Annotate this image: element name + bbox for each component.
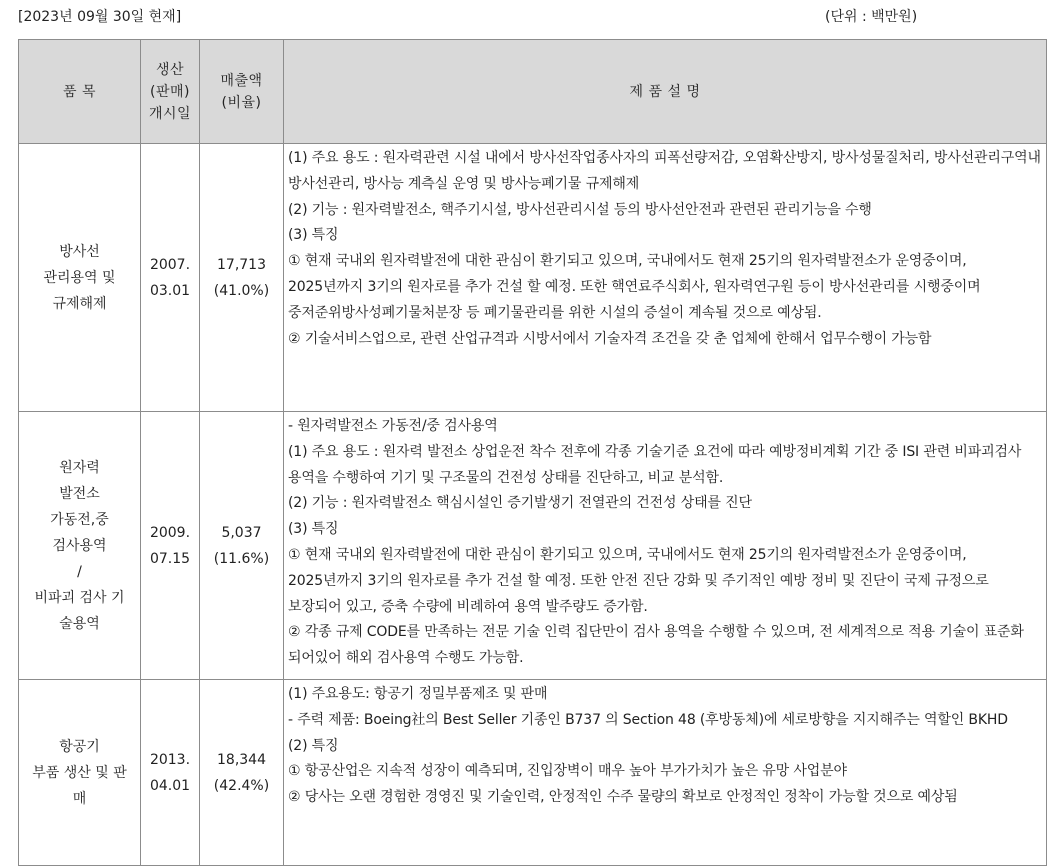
- start-date-cell: [141, 144, 200, 412]
- column-header-item: 품 목: [19, 40, 141, 144]
- description-cell: [284, 144, 1047, 412]
- description-line: (2) 특징: [288, 737, 339, 754]
- start-date-cell: [141, 412, 200, 680]
- product-table: [18, 39, 1047, 866]
- table-row: [19, 144, 1047, 412]
- start-date-line: 2013.: [149, 751, 191, 768]
- header-line: 매출액: [220, 72, 263, 89]
- item-cell: [19, 144, 141, 412]
- table-header-row: [19, 40, 1047, 144]
- item-line: 원자력: [59, 459, 100, 476]
- description-cell: [284, 680, 1047, 866]
- description-line: ① 현재 국내외 원자력발전에 대한 관심이 환기되고 있으며, 국내에서도 현재 25기의 원자력발전소가 운영중이며, 2025년까지 3기의 원자로를 추가 건설 할 예정. 또한 핵연료주식회사, 원자력연구원 등이 방사선관리를 시행중이며 중저준위방사성폐기물처분장 등 폐기물관리를 위한 시설의 증설이 계속될 것으로 예상됨.: [288, 253, 981, 321]
- description-line: (1) 주요 용도 : 원자력관련 시설 내에서 방사선작업종사자의 피폭선량저감, 오염확산방지, 방사성물질처리, 방사선관리구역내 방사선관리, 방사능 계측실 운영 및 방사능폐기물 규제해제: [288, 150, 1041, 192]
- report-header: [0, 0, 1060, 30]
- sales-ratio: (41.0%): [213, 282, 270, 299]
- unit-label: (단위 : 백만원): [825, 9, 918, 25]
- item-line: 방사선: [59, 243, 100, 260]
- header-line: 개시일: [148, 105, 192, 122]
- item-line: 매: [72, 790, 87, 807]
- sales-amount: 18,344: [217, 751, 266, 768]
- start-date-cell: [141, 680, 200, 866]
- item-cell: [19, 412, 141, 680]
- column-header-start-date: [141, 40, 200, 144]
- column-header-sales: [200, 40, 284, 144]
- header-line: (판매): [150, 83, 190, 100]
- start-date-line: 2009.: [149, 524, 191, 541]
- item-line: 술용역: [59, 615, 100, 632]
- description-line: (3) 특징: [288, 521, 339, 538]
- sales-cell: [200, 144, 284, 412]
- description-line: (2) 기능 : 원자력발전소, 핵주기시설, 방사선관리시설 등의 방사선안전과 관련된 관리기능을 수행: [288, 201, 872, 218]
- description-line: (3) 특징: [288, 227, 339, 244]
- item-cell: [19, 680, 141, 866]
- sales-ratio: (42.4%): [213, 777, 270, 794]
- sales-cell: [200, 680, 284, 866]
- item-line: 항공기: [59, 738, 100, 755]
- table-row: [19, 680, 1047, 866]
- description-line: - 주력 제품: Boeing社의 Best Seller 기종인 B737 의 Section 48 (후방동체)에 세로방향을 지지해주는 역할인 BKHD: [288, 711, 1008, 728]
- description-line: ② 각종 규제 CODE를 만족하는 전문 기술 인력 집단만이 검사 용역을 수행할 수 있으며, 전 세계적으로 적용 기술이 표준화 되어있어 해외 검사용역 수행도 가능함.: [288, 624, 1024, 667]
- description-line: ① 현재 국내외 원자력발전에 대한 관심이 환기되고 있으며, 국내에서도 현재 25기의 원자력발전소가 운영중이며, 2025년까지 3기의 원자로를 추가 건설 할 예정. 또한 안전 진단 강화 및 주기적인 예방 정비 및 진단이 국제 규정으로 보장되어 있고, 증축 수량에 비례하여 용역 발주량도 증가함.: [288, 546, 989, 615]
- description-line: (1) 주요 용도 : 원자력 발전소 상업운전 착수 전후에 각종 기술기준 요건에 따라 예방정비계획 기간 중 ISI 관련 비파괴검사 용역을 수행하여 기기 및 구조물의 건전성 상태를 진단하고, 비교 분석함.: [288, 443, 1022, 486]
- item-line: 검사용역: [52, 537, 107, 554]
- start-date-line: 2007.: [149, 256, 191, 273]
- as-of-date: [2023년 09월 30일 현재]: [18, 9, 182, 25]
- item-line: 관리용역 및: [43, 269, 116, 286]
- item-line: 규제해제: [52, 295, 107, 312]
- item-line: 부품 생산 및 판: [32, 764, 127, 781]
- description-line: (1) 주요용도: 항공기 정밀부품제조 및 판매: [288, 686, 548, 702]
- description-line: - 원자력발전소 가동전/중 검사용역: [288, 418, 498, 434]
- table-row: [19, 412, 1047, 680]
- start-date-line: 03.01: [149, 282, 191, 299]
- sales-cell: [200, 412, 284, 680]
- description-line: ② 당사는 오랜 경험한 경영진 및 기술인력, 안정적인 수주 물량의 확보로 안정적인 정착이 가능할 것으로 예상됨: [288, 789, 958, 806]
- description-line: ② 기술서비스업으로, 관련 산업규격과 시방서에서 기술자격 조건을 갖 춘 업체에 한해서 업무수행이 가능함: [288, 330, 932, 347]
- description-cell: [284, 412, 1047, 680]
- item-line: 비파괴 검사 기: [34, 589, 125, 606]
- sales-ratio: (11.6%): [213, 550, 270, 567]
- description-line: (2) 기능 : 원자력발전소 핵심시설인 증기발생기 전열관의 건전성 상태를 진단: [288, 495, 752, 512]
- item-line: 발전소: [59, 485, 100, 502]
- sales-amount: 5,037: [221, 524, 262, 541]
- header-line: (비율): [221, 94, 262, 111]
- sales-amount: 17,713: [217, 256, 266, 273]
- description-line: ① 항공산업은 지속적 성장이 예측되며, 진입장벽이 매우 높아 부가가치가 높은 유망 사업분야: [288, 763, 847, 780]
- start-date-line: 04.01: [149, 777, 191, 794]
- header-line: 생산: [155, 61, 185, 78]
- start-date-line: 07.15: [149, 550, 191, 567]
- item-line: /: [77, 563, 82, 580]
- column-header-description: 제 품 설 명: [284, 40, 1047, 144]
- item-line: 가동전,중: [50, 511, 109, 528]
